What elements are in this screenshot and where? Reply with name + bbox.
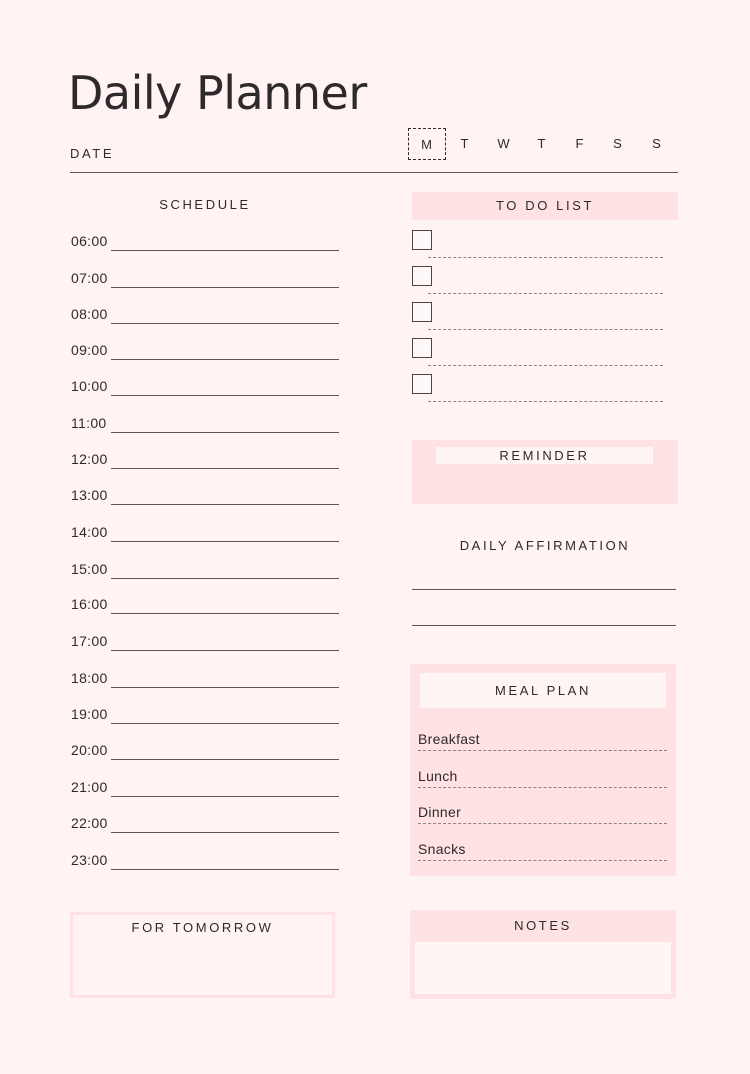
notes-heading: NOTES bbox=[514, 918, 572, 933]
todo-item bbox=[412, 302, 664, 324]
todo-checkbox[interactable] bbox=[412, 266, 432, 286]
slot-line bbox=[111, 613, 339, 614]
slot-line bbox=[111, 759, 339, 760]
meal-line bbox=[418, 823, 667, 824]
schedule-slot[interactable] bbox=[70, 596, 340, 632]
slot-time: 22:00 bbox=[71, 815, 108, 831]
todo-item bbox=[412, 230, 664, 252]
slot-time: 06:00 bbox=[71, 233, 108, 249]
slot-line bbox=[111, 432, 339, 433]
meal-line bbox=[418, 787, 667, 788]
weekday-saturday[interactable]: S bbox=[613, 136, 623, 151]
slot-line bbox=[111, 468, 339, 469]
schedule-slot[interactable] bbox=[70, 779, 340, 815]
slot-time: 14:00 bbox=[71, 524, 108, 540]
slot-time: 08:00 bbox=[71, 306, 108, 322]
schedule-slot[interactable] bbox=[70, 524, 340, 560]
todo-line[interactable] bbox=[428, 329, 663, 330]
page-title: Daily Planner bbox=[68, 66, 367, 120]
slot-time: 09:00 bbox=[71, 342, 108, 358]
weekday-thursday[interactable]: T bbox=[537, 136, 547, 151]
meal-row-breakfast[interactable] bbox=[418, 731, 667, 751]
slot-time: 15:00 bbox=[71, 561, 108, 577]
slot-time: 07:00 bbox=[71, 270, 108, 286]
slot-time: 12:00 bbox=[71, 451, 108, 467]
notes-box bbox=[410, 910, 676, 999]
slot-line bbox=[111, 796, 339, 797]
slot-time: 13:00 bbox=[71, 487, 108, 503]
slot-time: 20:00 bbox=[71, 742, 108, 758]
schedule-slot[interactable] bbox=[70, 378, 340, 414]
notes-area[interactable] bbox=[415, 942, 671, 994]
schedule-slot[interactable] bbox=[70, 270, 340, 306]
todo-item bbox=[412, 338, 664, 360]
meal-line bbox=[418, 860, 667, 861]
slot-line bbox=[111, 541, 339, 542]
slot-line bbox=[111, 323, 339, 324]
schedule-slot[interactable] bbox=[70, 306, 340, 342]
schedule-slot[interactable] bbox=[70, 233, 340, 269]
todo-line[interactable] bbox=[428, 365, 663, 366]
schedule-slot[interactable] bbox=[70, 415, 340, 451]
meal-plan-heading: MEAL PLAN bbox=[420, 673, 666, 708]
slot-time: 16:00 bbox=[71, 596, 108, 612]
weekday-monday[interactable]: M bbox=[408, 128, 446, 160]
schedule-slot[interactable] bbox=[70, 706, 340, 742]
slot-line bbox=[111, 504, 339, 505]
affirmation-heading: DAILY AFFIRMATION bbox=[459, 538, 631, 553]
slot-line bbox=[111, 578, 339, 579]
slot-line bbox=[111, 723, 339, 724]
weekday-friday[interactable]: F bbox=[575, 136, 585, 151]
slot-line bbox=[111, 359, 339, 360]
schedule-slot[interactable] bbox=[70, 451, 340, 487]
weekday-selector bbox=[408, 128, 678, 160]
todo-checkbox[interactable] bbox=[412, 302, 432, 322]
slot-time: 21:00 bbox=[71, 779, 108, 795]
schedule-slot[interactable] bbox=[70, 815, 340, 851]
affirmation-line[interactable] bbox=[412, 589, 676, 590]
meal-label: Dinner bbox=[418, 804, 462, 820]
schedule-slot[interactable] bbox=[70, 561, 340, 597]
for-tomorrow-heading: FOR TOMORROW bbox=[131, 920, 274, 935]
todo-line[interactable] bbox=[428, 257, 663, 258]
schedule-heading: SCHEDULE bbox=[159, 197, 251, 212]
meal-plan-box bbox=[410, 664, 676, 876]
slot-time: 11:00 bbox=[71, 415, 107, 431]
weekday-tuesday[interactable]: T bbox=[460, 136, 470, 151]
schedule-slot[interactable] bbox=[70, 852, 340, 888]
meal-row-snacks[interactable] bbox=[418, 841, 667, 861]
header-divider bbox=[70, 172, 678, 173]
slot-time: 10:00 bbox=[71, 378, 108, 394]
todo-heading: TO DO LIST bbox=[412, 192, 678, 220]
reminder-heading: REMINDER bbox=[436, 447, 653, 464]
todo-checkbox[interactable] bbox=[412, 374, 432, 394]
todo-item bbox=[412, 266, 664, 288]
slot-line bbox=[111, 869, 339, 870]
slot-time: 23:00 bbox=[71, 852, 108, 868]
todo-checkbox[interactable] bbox=[412, 338, 432, 358]
slot-time: 19:00 bbox=[71, 706, 108, 722]
todo-line[interactable] bbox=[428, 293, 663, 294]
meal-label: Lunch bbox=[418, 768, 458, 784]
slot-line bbox=[111, 687, 339, 688]
todo-item bbox=[412, 374, 664, 396]
date-label: DATE bbox=[70, 146, 115, 161]
slot-line bbox=[111, 395, 339, 396]
schedule-slot[interactable] bbox=[70, 633, 340, 669]
slot-line bbox=[111, 650, 339, 651]
schedule-slot[interactable] bbox=[70, 342, 340, 378]
slot-line bbox=[111, 832, 339, 833]
meal-label: Breakfast bbox=[418, 731, 480, 747]
affirmation-line[interactable] bbox=[412, 625, 676, 626]
todo-checkbox[interactable] bbox=[412, 230, 432, 250]
meal-label: Snacks bbox=[418, 841, 466, 857]
schedule-slot[interactable] bbox=[70, 742, 340, 778]
weekday-wednesday[interactable]: W bbox=[497, 136, 511, 151]
for-tomorrow-box[interactable] bbox=[70, 912, 335, 998]
schedule-slot[interactable] bbox=[70, 670, 340, 706]
slot-line bbox=[111, 250, 339, 251]
meal-row-lunch[interactable] bbox=[418, 768, 667, 788]
meal-line bbox=[418, 750, 667, 751]
schedule-slot[interactable] bbox=[70, 487, 340, 523]
weekday-sunday[interactable]: S bbox=[652, 136, 662, 151]
meal-row-dinner[interactable] bbox=[418, 804, 667, 824]
slot-line bbox=[111, 287, 339, 288]
slot-time: 18:00 bbox=[71, 670, 108, 686]
slot-time: 17:00 bbox=[71, 633, 108, 649]
todo-line[interactable] bbox=[428, 401, 663, 402]
reminder-box[interactable] bbox=[412, 440, 678, 504]
